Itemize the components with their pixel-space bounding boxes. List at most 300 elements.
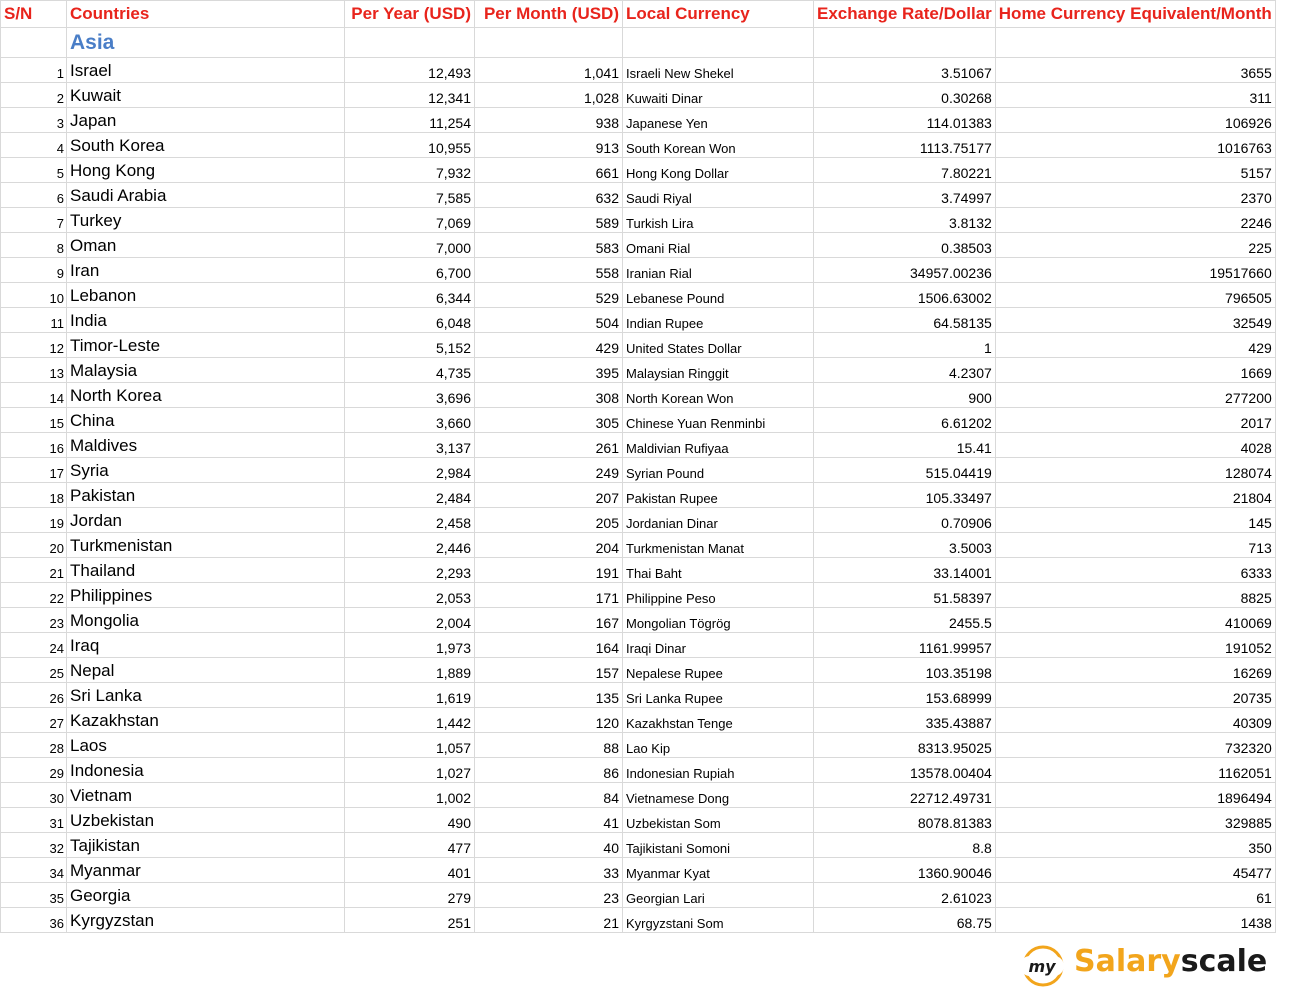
local-currency-cell: Lao Kip [623,733,814,758]
sn-cell: 20 [1,533,67,558]
per-year-cell: 5,152 [345,333,475,358]
exchange-rate-cell: 15.41 [814,433,996,458]
region-empty-cell [345,28,475,58]
home-equivalent-cell: 1016763 [995,133,1275,158]
sn-cell: 9 [1,258,67,283]
local-currency-cell: Turkish Lira [623,208,814,233]
per-year-cell: 2,293 [345,558,475,583]
country-cell: Syria [67,458,345,483]
home-equivalent-cell: 410069 [995,608,1275,633]
sn-cell: 18 [1,483,67,508]
home-equivalent-cell: 32549 [995,308,1275,333]
table-row [1,508,1276,533]
country-cell: Kuwait [67,83,345,108]
per-month-cell: 205 [475,508,623,533]
exchange-rate-cell: 3.5003 [814,533,996,558]
sn-cell: 11 [1,308,67,333]
per-year-cell: 2,004 [345,608,475,633]
country-cell: Indonesia [67,758,345,783]
per-year-cell: 401 [345,858,475,883]
header-local-currency: Local Currency [623,1,814,28]
per-month-cell: 913 [475,133,623,158]
country-cell: Vietnam [67,783,345,808]
local-currency-cell: Pakistan Rupee [623,483,814,508]
region-label-cell [67,28,345,58]
per-year-cell: 1,889 [345,658,475,683]
exchange-rate-cell: 105.33497 [814,483,996,508]
home-equivalent-cell: 225 [995,233,1275,258]
home-equivalent-cell: 3655 [995,58,1275,83]
per-year-cell: 11,254 [345,108,475,133]
country-cell: China [67,408,345,433]
table-row [1,608,1276,633]
home-equivalent-cell: 19517660 [995,258,1275,283]
per-month-cell: 529 [475,283,623,308]
home-equivalent-cell: 145 [995,508,1275,533]
local-currency-cell: United States Dollar [623,333,814,358]
logo-wordmark [1074,944,1267,979]
country-cell: Mongolia [67,608,345,633]
per-month-cell: 504 [475,308,623,333]
per-year-cell: 10,955 [345,133,475,158]
exchange-rate-cell: 1 [814,333,996,358]
table-row [1,408,1276,433]
sn-cell: 29 [1,758,67,783]
table-row [1,633,1276,658]
local-currency-cell: Omani Rial [623,233,814,258]
country-cell: Kazakhstan [67,708,345,733]
home-equivalent-cell: 61 [995,883,1275,908]
home-equivalent-cell: 16269 [995,658,1275,683]
sn-cell: 6 [1,183,67,208]
country-cell: Turkmenistan [67,533,345,558]
sn-cell: 21 [1,558,67,583]
sn-cell: 1 [1,58,67,83]
exchange-rate-cell: 8078.81383 [814,808,996,833]
exchange-rate-cell: 2.61023 [814,883,996,908]
per-month-cell: 88 [475,733,623,758]
table-row [1,683,1276,708]
country-cell: Iraq [67,633,345,658]
per-month-cell: 661 [475,158,623,183]
country-cell: North Korea [67,383,345,408]
local-currency-cell: Japanese Yen [623,108,814,133]
per-month-cell: 261 [475,433,623,458]
home-equivalent-cell: 6333 [995,558,1275,583]
per-year-cell: 1,973 [345,633,475,658]
sn-cell: 26 [1,683,67,708]
logo-badge-icon [1016,942,1076,992]
sn-cell: 15 [1,408,67,433]
per-year-cell: 1,442 [345,708,475,733]
table-row [1,383,1276,408]
home-equivalent-cell: 20735 [995,683,1275,708]
home-equivalent-cell: 8825 [995,583,1275,608]
per-month-cell: 583 [475,233,623,258]
local-currency-cell: Vietnamese Dong [623,783,814,808]
exchange-rate-cell: 2455.5 [814,608,996,633]
per-year-cell: 6,700 [345,258,475,283]
table-row [1,808,1276,833]
exchange-rate-cell: 7.80221 [814,158,996,183]
region-empty-cell [623,28,814,58]
table-row [1,133,1276,158]
exchange-rate-cell: 33.14001 [814,558,996,583]
per-year-cell: 1,027 [345,758,475,783]
table-row [1,308,1276,333]
exchange-rate-cell: 1360.90046 [814,858,996,883]
local-currency-cell: Georgian Lari [623,883,814,908]
header-exchange-rate: Exchange Rate/Dollar [814,1,996,28]
local-currency-cell: Iraqi Dinar [623,633,814,658]
country-cell: Philippines [67,583,345,608]
sn-cell: 3 [1,108,67,133]
home-equivalent-cell: 2017 [995,408,1275,433]
table-row [1,108,1276,133]
logo-my-text: my [1028,957,1056,976]
per-month-cell: 40 [475,833,623,858]
sn-cell: 31 [1,808,67,833]
header-countries: Countries [67,1,345,28]
home-equivalent-cell: 429 [995,333,1275,358]
exchange-rate-cell: 153.68999 [814,683,996,708]
table-row [1,208,1276,233]
home-equivalent-cell: 4028 [995,433,1275,458]
home-equivalent-cell: 796505 [995,283,1275,308]
sn-cell: 14 [1,383,67,408]
sn-cell: 2 [1,83,67,108]
home-equivalent-cell: 713 [995,533,1275,558]
per-month-cell: 558 [475,258,623,283]
per-month-cell: 86 [475,758,623,783]
exchange-rate-cell: 0.70906 [814,508,996,533]
per-month-cell: 938 [475,108,623,133]
sn-cell: 32 [1,833,67,858]
country-cell: Georgia [67,883,345,908]
local-currency-cell: Philippine Peso [623,583,814,608]
header-home-equivalent: Home Currency Equivalent/Month [995,1,1275,28]
per-month-cell: 191 [475,558,623,583]
sn-cell: 27 [1,708,67,733]
per-month-cell: 135 [475,683,623,708]
country-cell: India [67,308,345,333]
sn-cell: 36 [1,908,67,933]
home-equivalent-cell: 277200 [995,383,1275,408]
home-equivalent-cell: 191052 [995,633,1275,658]
local-currency-cell: Mongolian Tögrög [623,608,814,633]
sn-cell: 19 [1,508,67,533]
local-currency-cell: Maldivian Rufiyaa [623,433,814,458]
home-equivalent-cell: 1162051 [995,758,1275,783]
table-row [1,58,1276,83]
sn-cell: 12 [1,333,67,358]
home-equivalent-cell: 311 [995,83,1275,108]
per-year-cell: 12,341 [345,83,475,108]
country-cell: Laos [67,733,345,758]
local-currency-cell: Kazakhstan Tenge [623,708,814,733]
per-year-cell: 4,735 [345,358,475,383]
sn-cell: 23 [1,608,67,633]
sn-cell: 34 [1,858,67,883]
country-cell: Maldives [67,433,345,458]
exchange-rate-cell: 68.75 [814,908,996,933]
local-currency-cell: Uzbekistan Som [623,808,814,833]
home-equivalent-cell: 1438 [995,908,1275,933]
per-year-cell: 1,057 [345,733,475,758]
exchange-rate-cell: 3.8132 [814,208,996,233]
country-cell: Oman [67,233,345,258]
per-year-cell: 12,493 [345,58,475,83]
home-equivalent-cell: 1669 [995,358,1275,383]
home-equivalent-cell: 1896494 [995,783,1275,808]
exchange-rate-cell: 13578.00404 [814,758,996,783]
exchange-rate-cell: 8313.95025 [814,733,996,758]
table-row [1,833,1276,858]
per-month-cell: 41 [475,808,623,833]
exchange-rate-cell: 6.61202 [814,408,996,433]
per-month-cell: 171 [475,583,623,608]
per-year-cell: 7,932 [345,158,475,183]
local-currency-cell: Thai Baht [623,558,814,583]
local-currency-cell: Malaysian Ringgit [623,358,814,383]
country-cell: Japan [67,108,345,133]
sn-cell: 28 [1,733,67,758]
sn-cell: 5 [1,158,67,183]
local-currency-cell: Myanmar Kyat [623,858,814,883]
local-currency-cell: Tajikistani Somoni [623,833,814,858]
table-row [1,283,1276,308]
home-equivalent-cell: 128074 [995,458,1275,483]
local-currency-cell: Jordanian Dinar [623,508,814,533]
table-row [1,558,1276,583]
table-row [1,258,1276,283]
per-year-cell: 2,484 [345,483,475,508]
local-currency-cell: South Korean Won [623,133,814,158]
country-cell: Jordan [67,508,345,533]
sn-cell: 35 [1,883,67,908]
local-currency-cell: Indonesian Rupiah [623,758,814,783]
sn-cell: 24 [1,633,67,658]
sn-cell: 4 [1,133,67,158]
region-row [1,28,1276,58]
per-year-cell: 279 [345,883,475,908]
sn-cell: 25 [1,658,67,683]
table-row [1,533,1276,558]
per-year-cell: 7,000 [345,233,475,258]
table-row [1,483,1276,508]
exchange-rate-cell: 1161.99957 [814,633,996,658]
local-currency-cell: Kyrgyzstani Som [623,908,814,933]
per-month-cell: 33 [475,858,623,883]
table-row [1,233,1276,258]
sn-cell: 7 [1,208,67,233]
table-row [1,708,1276,733]
per-month-cell: 308 [475,383,623,408]
per-year-cell: 3,137 [345,433,475,458]
sn-cell: 8 [1,233,67,258]
country-cell: Pakistan [67,483,345,508]
local-currency-cell: Turkmenistan Manat [623,533,814,558]
header-sn: S/N [1,1,67,28]
home-equivalent-cell: 5157 [995,158,1275,183]
per-year-cell: 477 [345,833,475,858]
country-cell: Uzbekistan [67,808,345,833]
home-equivalent-cell: 21804 [995,483,1275,508]
per-year-cell: 7,585 [345,183,475,208]
per-month-cell: 23 [475,883,623,908]
country-cell: Saudi Arabia [67,183,345,208]
sn-cell: 30 [1,783,67,808]
per-month-cell: 632 [475,183,623,208]
exchange-rate-cell: 3.51067 [814,58,996,83]
per-year-cell: 490 [345,808,475,833]
home-equivalent-cell: 2370 [995,183,1275,208]
home-equivalent-cell: 2246 [995,208,1275,233]
region-empty-cell [475,28,623,58]
local-currency-cell: Saudi Riyal [623,183,814,208]
region-empty-cell [814,28,996,58]
local-currency-cell: Israeli New Shekel [623,58,814,83]
exchange-rate-cell: 4.2307 [814,358,996,383]
table-row [1,858,1276,883]
local-currency-cell: Hong Kong Dollar [623,158,814,183]
country-cell: Malaysia [67,358,345,383]
per-year-cell: 6,048 [345,308,475,333]
sn-cell: 13 [1,358,67,383]
table-row [1,733,1276,758]
country-cell: Hong Kong [67,158,345,183]
header-row [1,1,1276,28]
country-cell: Nepal [67,658,345,683]
exchange-rate-cell: 900 [814,383,996,408]
country-cell: Myanmar [67,858,345,883]
table-row [1,333,1276,358]
per-year-cell: 7,069 [345,208,475,233]
country-cell: Sri Lanka [67,683,345,708]
exchange-rate-cell: 103.35198 [814,658,996,683]
table-row [1,158,1276,183]
per-year-cell: 251 [345,908,475,933]
per-month-cell: 207 [475,483,623,508]
per-month-cell: 305 [475,408,623,433]
per-year-cell: 2,458 [345,508,475,533]
exchange-rate-cell: 1506.63002 [814,283,996,308]
table-row [1,358,1276,383]
per-year-cell: 1,002 [345,783,475,808]
per-month-cell: 395 [475,358,623,383]
exchange-rate-cell: 335.43887 [814,708,996,733]
region-sn-cell [1,28,67,58]
per-month-cell: 429 [475,333,623,358]
country-cell: South Korea [67,133,345,158]
home-equivalent-cell: 40309 [995,708,1275,733]
table-row [1,908,1276,933]
per-month-cell: 204 [475,533,623,558]
per-month-cell: 21 [475,908,623,933]
local-currency-cell: Kuwaiti Dinar [623,83,814,108]
per-month-cell: 1,028 [475,83,623,108]
exchange-rate-cell: 34957.00236 [814,258,996,283]
home-equivalent-cell: 106926 [995,108,1275,133]
local-currency-cell: Indian Rupee [623,308,814,333]
table-row [1,458,1276,483]
local-currency-cell: Iranian Rial [623,258,814,283]
exchange-rate-cell: 51.58397 [814,583,996,608]
per-year-cell: 3,696 [345,383,475,408]
table-row [1,183,1276,208]
per-month-cell: 157 [475,658,623,683]
exchange-rate-cell: 22712.49731 [814,783,996,808]
per-month-cell: 249 [475,458,623,483]
home-equivalent-cell: 45477 [995,858,1275,883]
table-row [1,433,1276,458]
region-empty-cell [995,28,1275,58]
per-month-cell: 164 [475,633,623,658]
exchange-rate-cell: 1113.75177 [814,133,996,158]
per-year-cell: 3,660 [345,408,475,433]
local-currency-cell: Lebanese Pound [623,283,814,308]
per-month-cell: 589 [475,208,623,233]
per-year-cell: 2,053 [345,583,475,608]
per-year-cell: 6,344 [345,283,475,308]
country-cell: Thailand [67,558,345,583]
region-label: Asia [70,30,115,54]
logo-scale-text: scale [1180,944,1268,979]
table-row [1,658,1276,683]
country-cell: Israel [67,58,345,83]
home-equivalent-cell: 329885 [995,808,1275,833]
per-month-cell: 84 [475,783,623,808]
country-cell: Turkey [67,208,345,233]
table-row [1,583,1276,608]
per-month-cell: 1,041 [475,58,623,83]
table-row [1,783,1276,808]
header-per-year: Per Year (USD) [345,1,475,28]
sn-cell: 22 [1,583,67,608]
sn-cell: 16 [1,433,67,458]
table-row [1,883,1276,908]
exchange-rate-cell: 64.58135 [814,308,996,333]
table-row [1,83,1276,108]
per-year-cell: 1,619 [345,683,475,708]
per-year-cell: 2,446 [345,533,475,558]
country-cell: Lebanon [67,283,345,308]
mysalaryscale-logo [1016,942,1276,992]
home-equivalent-cell: 732320 [995,733,1275,758]
sn-cell: 17 [1,458,67,483]
exchange-rate-cell: 515.04419 [814,458,996,483]
country-cell: Timor-Leste [67,333,345,358]
header-per-month: Per Month (USD) [475,1,623,28]
local-currency-cell: Chinese Yuan Renminbi [623,408,814,433]
logo-salary-text: Salary [1074,944,1181,979]
exchange-rate-cell: 114.01383 [814,108,996,133]
sn-cell: 10 [1,283,67,308]
exchange-rate-cell: 0.30268 [814,83,996,108]
local-currency-cell: Nepalese Rupee [623,658,814,683]
country-cell: Tajikistan [67,833,345,858]
country-cell: Kyrgyzstan [67,908,345,933]
exchange-rate-cell: 8.8 [814,833,996,858]
local-currency-cell: Syrian Pound [623,458,814,483]
per-year-cell: 2,984 [345,458,475,483]
local-currency-cell: Sri Lanka Rupee [623,683,814,708]
per-month-cell: 167 [475,608,623,633]
exchange-rate-cell: 0.38503 [814,233,996,258]
local-currency-cell: North Korean Won [623,383,814,408]
per-month-cell: 120 [475,708,623,733]
table-row [1,758,1276,783]
